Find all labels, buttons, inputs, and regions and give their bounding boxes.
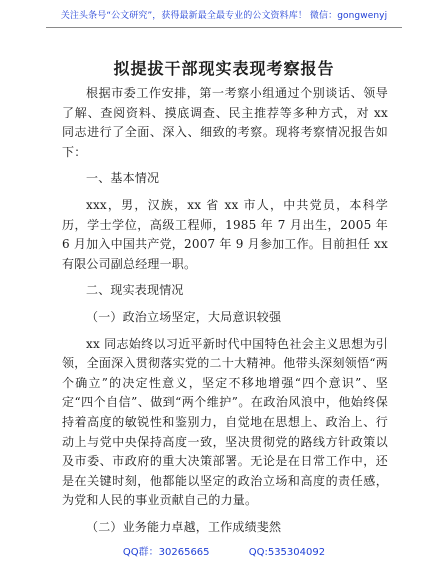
subsection-heading-political: （一）政治立场坚定，大局意识较强 bbox=[86, 309, 282, 324]
header-divider bbox=[46, 27, 402, 28]
basic-info-paragraph: xxx，男，汉族，xx 省 xx 市人，中共党员，本科学历，学士学位，高级工程师，1985 年 7 月出生，2005 年 6 月加入中国共产党，2007 年 9 月参加工作。目前担任 xx 有限公司副总经理一职。 bbox=[62, 197, 388, 271]
section-heading-performance: 二、现实表现情况 bbox=[86, 283, 184, 298]
footer-qq: QQ:535304092 bbox=[248, 547, 326, 558]
intro-paragraph: 根据市委工作安排，第一考察小组通过个别谈话、领导了解、查阅资料、摸底调查、民主推荐等多种方式，对 xx 同志进行了全面、深入、细致的考察。现将考察情况报告如下： bbox=[62, 86, 388, 159]
document-body bbox=[62, 84, 388, 544]
footer-qq-group: QQ群：30265665 bbox=[122, 547, 210, 558]
political-paragraph: xx 同志始终以习近平新时代中国特色社会主义思想为引领，全面深入贯彻落实党的二十大精神。他带头深刻领悟“两个确立”的决定性意义，坚定不移地增强“四个意识”、坚定“四个自信”、做到“两个维护”。在政治风浪中，他始终保持着高度的敏锐性和鉴别力，自觉地在思想上、政治上、行动上与党中央保持高度一致，坚决贯彻党的路线方针政策以及市委、市政府的重大决策部署。无论是在日常工作中，还是在关键时刻，他都能以坚定的政治立场和高度的责任感，为党和人民的事业贡献自己的力量。 bbox=[62, 336, 388, 508]
document-title: 拟提拔干部现实表现考察报告 bbox=[113, 59, 335, 78]
subsection-heading-business: （二）业务能力卓越，工作成绩斐然 bbox=[86, 519, 282, 534]
header-banner: 关注头条号“公文研究”，获得最新最全最专业的公文资料库！ 微信：gongwenyj bbox=[60, 11, 388, 21]
footer-contact bbox=[0, 543, 448, 558]
section-heading-basic-info: 一、基本情况 bbox=[86, 171, 160, 186]
